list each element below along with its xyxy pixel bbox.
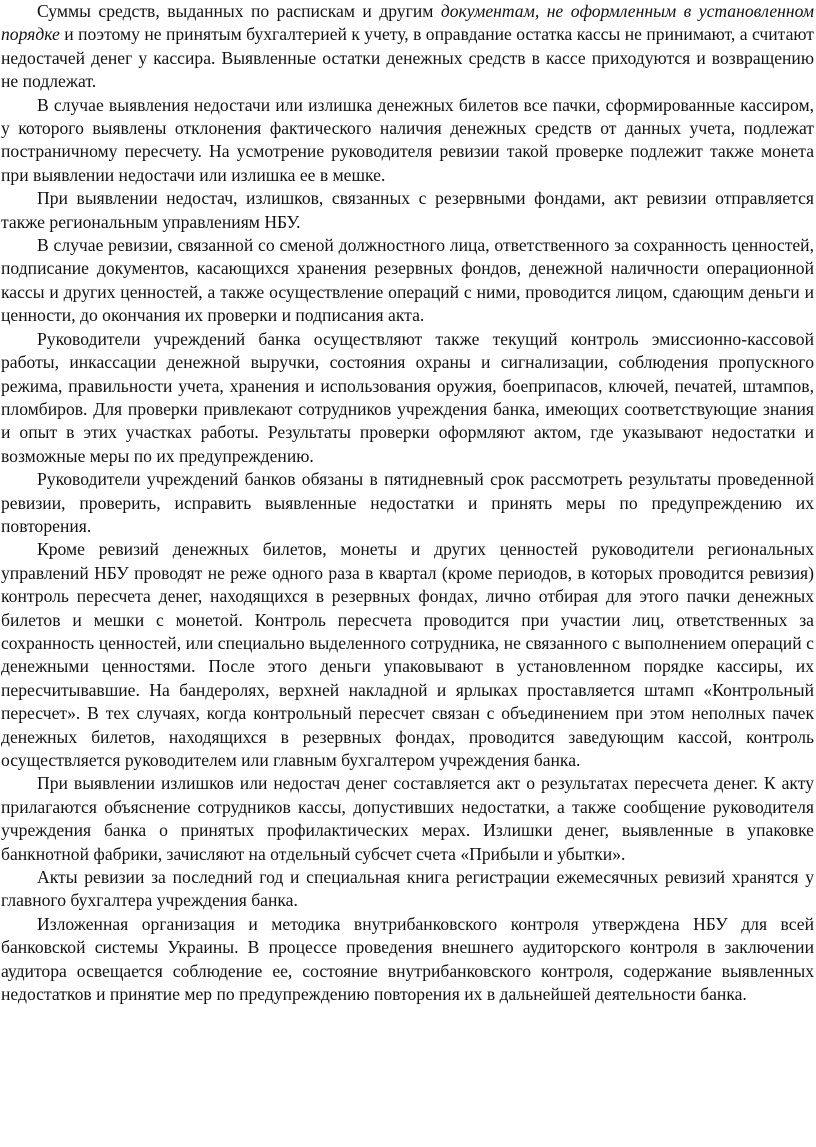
paragraph: В случае ревизии, связанной со сменой должностного лица, ответственного за сохранность ценностей, подписание документов, касающихся хранения резервных фондов, денежной наличности операционной кассы и других ценностей, а также осуществление операций с ними, проводится лицом, сдающим деньги и ценности, до окончания их проверки и подписания акта. [1, 235, 814, 326]
paragraph-text-start: Суммы средств, выданных по распискам и другим [37, 1, 441, 21]
paragraph: При выявлении недостач, излишков, связанных с резервными фондами, акт ревизии отправляется также региональным управлениям НБУ. [1, 188, 814, 232]
paragraph: При выявлении излишков или недостач денег составляется акт о результатах пересчета денег. К акту прилагаются объяснение сотрудников кассы, допустивших недостатки, а также сообщение руководителя учреждения банка о принятых профилактических мерах. Излишки денег, выявленные в упаковке банкнотной фабрики, зачисляют на отдельный субсчет счета «Прибыли и убытки». [1, 773, 814, 864]
emphasized-phrase: документам, не оформленным в установленном порядке [1, 1, 814, 45]
paragraph: Изложенная организация и методика внутрибанковского контроля утверждена НБУ для всей банковской системы Украины. В процессе проведения внешнего аудиторского контроля в заключении аудитора освещается соблюдение ее, состояние внутрибанковского контроля, содержание выявленных недостатков и принятие мер по предупреждению повторения их в дальнейшей деятельности банка. [1, 913, 814, 1005]
paragraph [1, 0, 814, 94]
paragraph: Акты ревизии за последний год и специальная книга регистрации ежемесячных ревизий хранятся у главного бухгалтера учреждения банка. [1, 867, 814, 911]
paragraph-text-end: и поэтому не принятым бухгалтерией к учету, в оправдание остатка кассы не принимают, а считают недостачей денег у кассира. Выявленные остатки денежных средств в кассе приходуются и возвращению не подлежат. [1, 24, 814, 92]
paragraph: Руководители учреждений банка осуществляют также текущий контроль эмиссионно-кассовой работы, инкассации денежной выручки, состояния охраны и сигнализации, соблюдения пропускного режима, правильности учета, хранения и использования оружия, боеприпасов, ключей, печатей, штампов, пломбиров. Для проверки привлекают сотрудников учреждения банка, имеющих соответствующие знания и опыт в этих участках работы. Результаты проверки оформляют актом, где указывают недостатки и возможные меры по их предупреждению. [1, 328, 814, 466]
paragraph: Руководители учреждений банков обязаны в пятидневный срок рассмотреть результаты проведенной ревизии, проверить, исправить выявленные недостатки и принять меры по предупреждению их повторения. [1, 469, 814, 536]
paragraph: Кроме ревизий денежных билетов, монеты и других ценностей руководители региональных управлений НБУ проводят не реже одного раза в квартал (кроме периодов, в которых проводится ревизия) контроль пересчета денег, находящихся в резервных фондах, лично отбирая для этого пачки денежных билетов и мешки с монетой. Контроль пересчета проводится при участии лиц, ответственных за сохранность ценностей, или специально выделенного сотрудника, не связанного с выполнением операций с денежными ценностями. После этого деньги упаковывают в установленном порядке кассиры, их пересчитывавшие. На бандеролях, верхней накладной и ярлыках проставляется штамп «Контрольный пересчет». В тех случаях, когда контрольный пересчет связан с объединением при этом неполных пачек денежных билетов, находящихся в резервных фондах, проводится заведующим кассой, контроль осуществляется руководителем или главным бухгалтером учреждения банка. [1, 539, 814, 770]
paragraph: В случае выявления недостачи или излишка денежных билетов все пачки, сформированные кассиром, у которого выявлены отклонения фактического наличия денежных средств от данных учета, подлежат постраничному пересчету. На усмотрение руководителя ревизии такой проверке подлежит также монета при выявлении недостачи или излишка ее в мешке. [1, 94, 814, 185]
